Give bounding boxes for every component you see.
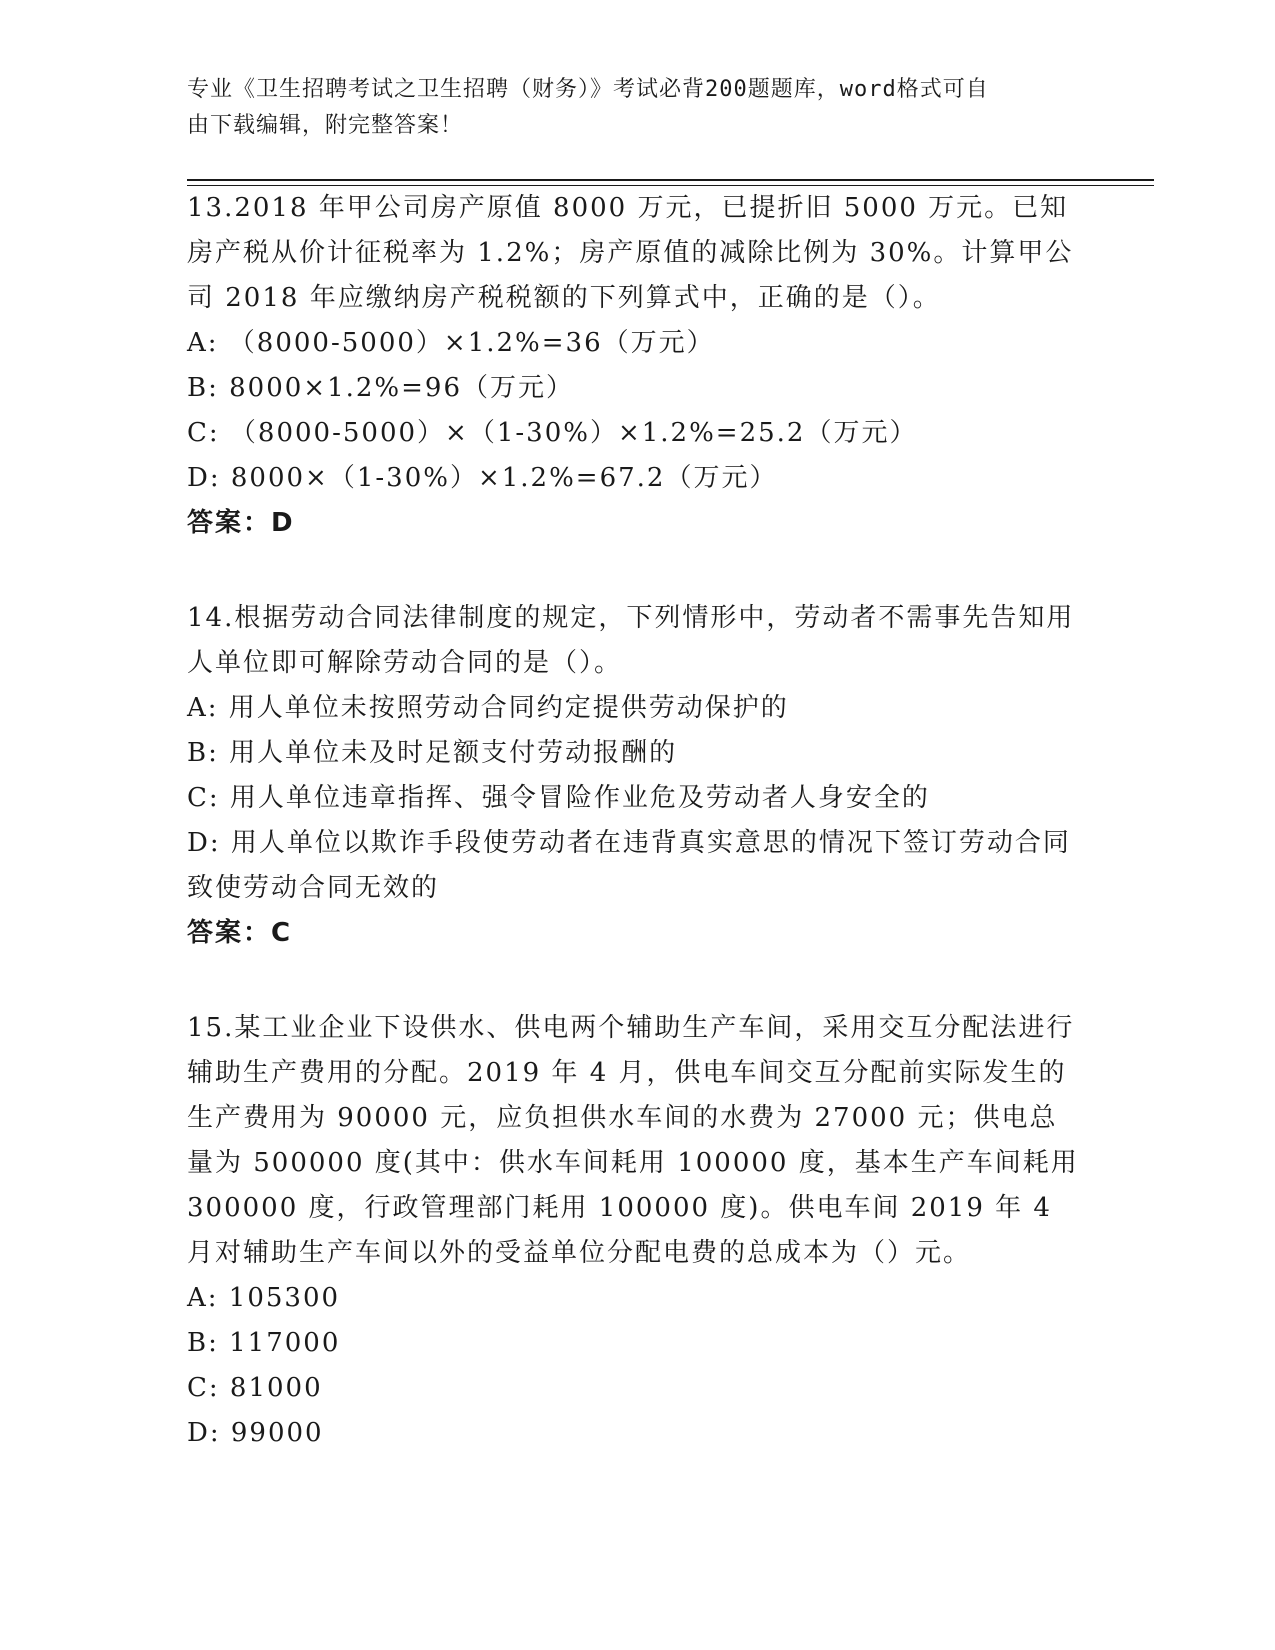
option-b: B: 8000×1.2%=96（万元） bbox=[187, 373, 575, 403]
option-d: D: 99000 bbox=[187, 1418, 324, 1448]
option-b: B: 117000 bbox=[187, 1328, 341, 1358]
answer-line: 答案：C bbox=[187, 918, 293, 948]
option-d: D: 8000×（1-30%）×1.2%=67.2（万元） bbox=[187, 463, 778, 493]
option-d: D: 用人单位以欺诈手段使劳动者在违背真实意思的情况下签订劳动合同致使劳动合同无效的 bbox=[187, 828, 1071, 903]
option-b: B: 用人单位未及时足额支付劳动报酬的 bbox=[187, 738, 678, 768]
option-c: C: （8000-5000）×（1-30%）×1.2%=25.2（万元） bbox=[187, 418, 918, 448]
header-divider bbox=[187, 179, 1154, 181]
option-a: A: （8000-5000）×1.2%=36（万元） bbox=[187, 328, 715, 358]
document-header bbox=[187, 72, 1067, 144]
question-13 bbox=[187, 186, 1082, 546]
option-c: C: 用人单位违章指挥、强令冒险作业危及劳动者人身安全的 bbox=[187, 783, 930, 813]
option-c: C: 81000 bbox=[187, 1373, 323, 1403]
question-stem: 13.2018 年甲公司房产原值 8000 万元，已提折旧 5000 万元。已知房产税从价计征税率为 1.2%；房产原值的减除比例为 30%。计算甲公司 2018 年应缴纳房产税税额的下列算式中，正确的是（）。 bbox=[187, 193, 1074, 313]
option-a: A: 用人单位未按照劳动合同约定提供劳动保护的 bbox=[187, 693, 789, 723]
header-line-1: 专业《卫生招聘考试之卫生招聘（财务）》考试必背200题题库，word格式可自 bbox=[187, 77, 989, 102]
header-line-2: 由下载编辑，附完整答案！ bbox=[187, 113, 464, 138]
question-stem: 14.根据劳动合同法律制度的规定，下列情形中，劳动者不需事先告知用人单位即可解除劳动合同的是（）。 bbox=[187, 603, 1075, 678]
answer-line: 答案：D bbox=[187, 508, 295, 538]
question-15 bbox=[187, 1006, 1089, 1456]
question-14 bbox=[187, 596, 1082, 956]
question-stem: 15.某工业企业下设供水、供电两个辅助生产车间，采用交互分配法进行辅助生产费用的分配。2019 年 4 月，供电车间交互分配前实际发生的生产费用为 90000 元，应负担供水车间的水费为 27000 元；供电总量为 500000 度(其中：供水车间耗用 100000 度，基本生产车间耗用 300000 度，行政管理部门耗用 100000 度)。供电车间 2019 年 4 月对辅助生产车间以外的受益单位分配电费的总成本为（）元。 bbox=[187, 1013, 1089, 1268]
option-a: A: 105300 bbox=[187, 1283, 341, 1313]
